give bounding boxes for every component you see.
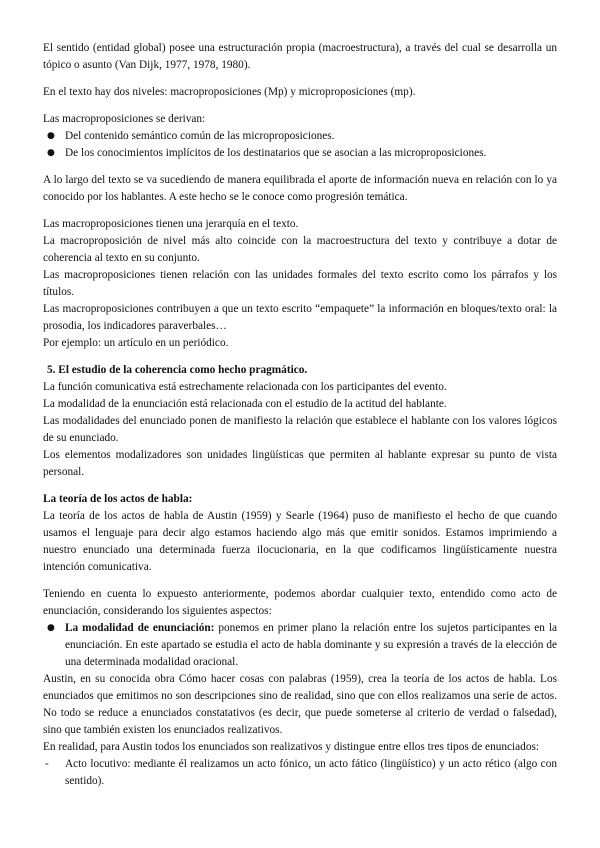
paragraph-teoria: La teoría de los actos de habla de Austin (1959) y Searle (1964) puso de manifiesto el hecho de que cuando usamos el lenguaje para decir algo estamos haciendo algo más que emitir sonidos. Estamos imprimiendo a nuestro enunciado una determinada fuerza ilocucionaria, en la que codificamos lingüísticamente nuestra intención comunicativa. bbox=[43, 510, 557, 573]
list-item: ● De los conocimientos implícitos de los destinatarios que se asocian a las microproposiciones. bbox=[43, 145, 557, 162]
list-item: ● Del contenido semántico común de las microproposiciones. bbox=[43, 128, 557, 145]
text-line: La modalidad de la enunciación está relacionada con el estudio de la actitud del hablante. bbox=[43, 398, 447, 410]
paragraph-aspectos: Teniendo en cuenta lo expuesto anteriormente, podemos abordar cualquier texto, entendido como acto de enunciación, considerando los siguientes aspectos: bbox=[43, 588, 557, 617]
bullet-icon: ● bbox=[47, 131, 55, 141]
subheading-actos-habla: La teoría de los actos de habla: bbox=[43, 493, 193, 505]
text-line: Las macroproposiciones contribuyen a que un texto escrito “empaquete” la información en bloques/texto oral: la prosodia, los indicadores paraverbales… bbox=[43, 303, 557, 332]
bold-term: La modalidad de enunciación: bbox=[65, 622, 215, 634]
document-page bbox=[43, 40, 557, 790]
dash-list-actos bbox=[43, 756, 557, 790]
bullet-icon: ● bbox=[47, 148, 55, 158]
text-line: Los elementos modalizadores son unidades lingüísticas que permiten al hablante expresar su punto de vista personal. bbox=[43, 449, 557, 478]
paragraph-progresion: A lo largo del texto se va sucediendo de manera equilibrada el aporte de información nueva en relación con lo ya conocido por los hablantes. A este hecho se le conoce como progresión temática. bbox=[43, 174, 557, 203]
austin-lines bbox=[43, 671, 557, 756]
list-item: - Acto locutivo: mediante él realizamos un acto fónico, un acto fático (lingüístico) y un acto rético (algo con sentido). bbox=[45, 758, 557, 787]
bullet-list-aspectos bbox=[43, 620, 557, 671]
macro-lines bbox=[43, 216, 557, 352]
text-line: Las macroproposiciones tienen relación con las unidades formales del texto escrito como los párrafos y los títulos. bbox=[43, 269, 557, 298]
paragraph-derivan: Las macroproposiciones se derivan: bbox=[43, 113, 206, 125]
text-line: Austin, en su conocida obra Cómo hacer cosas con palabras (1959), crea la teoría de los actos de habla. Los enunciados que emitimos no son descripciones sino de realidad, sino que con ellos realizamos una serie de actos. No todo se reduce a enunciados constatativos (es decir, que puede someterse al criterio de verdad o falsedad), sino que también existen los enunciados realizativos. bbox=[43, 673, 557, 736]
text-line: La función comunicativa está estrechamente relacionada con los participantes del evento. bbox=[43, 381, 447, 393]
bullet-list-derivan bbox=[43, 128, 557, 162]
text-line: Las modalidades del enunciado ponen de manifiesto la relación que establece el hablante con los valores lógicos de su enunciado. bbox=[43, 415, 557, 444]
dash-icon: - bbox=[45, 758, 49, 770]
text-line: Las macroproposiciones tienen una jerarquía en el texto. bbox=[43, 218, 299, 230]
paragraph-sentido: El sentido (entidad global) posee una estructuración propia (macroestructura), a través del cual se desarrolla un tópico o asunto (Van Dijk, 1977, 1978, 1980). bbox=[43, 42, 557, 71]
text-line: La macroproposición de nivel más alto coincide con la macroestructura del texto y contribuye a dotar de coherencia al texto en su conjunto. bbox=[43, 235, 557, 264]
text-line: En realidad, para Austin todos los enunciados son realizativos y distingue entre ellos tres tipos de enunciados: bbox=[43, 741, 540, 753]
pragmatic-lines bbox=[43, 379, 557, 481]
paragraph-niveles: En el texto hay dos niveles: macroproposiciones (Mp) y microproposiciones (mp). bbox=[43, 86, 416, 98]
bullet-icon: ● bbox=[47, 623, 55, 633]
section-heading-5: 5. El estudio de la coherencia como hecho pragmático. bbox=[47, 364, 308, 376]
list-item: ● La modalidad de enunciación: ponemos en primer plano la relación entre los sujetos participantes en la enunciación. En este apartado se estudia el acto de habla dominante y su expresión a través de la elección de una determinada modalidad oracional. bbox=[47, 622, 557, 668]
text-line: Por ejemplo: un artículo en un periódico. bbox=[43, 337, 229, 349]
